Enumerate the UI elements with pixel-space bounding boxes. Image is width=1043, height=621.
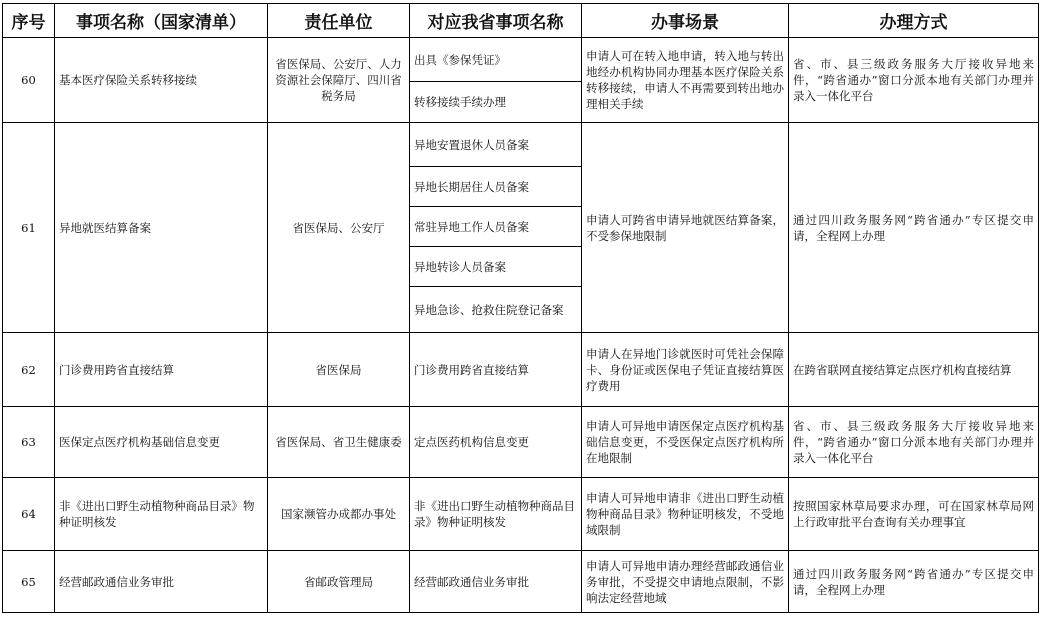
- service-scene: 申请人可异地申请非《进出口野生动植物种商品目录》物种证明核发，不受地域限制: [582, 478, 789, 551]
- handling-method: 通过四川政务服务网“跨省通办”专区提交申请，全程网上办理: [789, 551, 1039, 613]
- row-number: 60: [3, 38, 55, 123]
- matter-name: 非《进出口野生动植物种商品目录》物种证明核发: [55, 478, 268, 551]
- header-unit: 责任单位: [268, 4, 410, 38]
- matter-name: 异地就医结算备案: [55, 123, 268, 333]
- row-number: 63: [3, 407, 55, 478]
- row-number: 64: [3, 478, 55, 551]
- table-row: [3, 551, 1039, 613]
- responsible-unit: 省医保局、省卫生健康委: [268, 407, 410, 478]
- table-row: [3, 123, 1039, 167]
- province-item: 经营邮政通信业务审批: [410, 551, 582, 613]
- province-item: 定点医药机构信息变更: [410, 407, 582, 478]
- table-row: [3, 478, 1039, 551]
- header-row: [3, 4, 1039, 38]
- table-row: [3, 407, 1039, 478]
- header-scene: 办事场景: [582, 4, 789, 38]
- province-item: 转移接续手续办理: [410, 82, 582, 123]
- province-item: 非《进出口野生动植物种商品目录》物种证明核发: [410, 478, 582, 551]
- row-number: 61: [3, 123, 55, 333]
- handling-method: 通过四川政务服务网“跨省通办”专区提交申请，全程网上办理: [789, 123, 1039, 333]
- service-scene: 申请人在异地门诊就医时可凭社会保障卡、身份证或医保电子凭证直接结算医疗费用: [582, 333, 789, 407]
- responsible-unit: 省邮政管理局: [268, 551, 410, 613]
- header-name: 事项名称（国家清单）: [55, 4, 268, 38]
- responsible-unit: 省医保局、公安厅、人力资源社会保障厅、四川省税务局: [268, 38, 410, 123]
- matters-table: [2, 3, 1039, 613]
- service-scene: 申请人可在转入地申请，转入地与转出地经办机构协同办理基本医疗保险关系转移接续，申请人不再需要到转出地办理相关手续: [582, 38, 789, 123]
- service-scene: 申请人可异地申请医保定点医疗机构基础信息变更，不受医保定点医疗机构所在地限制: [582, 407, 789, 478]
- responsible-unit: 省医保局: [268, 333, 410, 407]
- responsible-unit: 国家濒管办成都办事处: [268, 478, 410, 551]
- province-item: 常驻异地工作人员备案: [410, 207, 582, 247]
- matter-name: 医保定点医疗机构基础信息变更: [55, 407, 268, 478]
- matter-name: 经营邮政通信业务审批: [55, 551, 268, 613]
- matter-name: 基本医疗保险关系转移接续: [55, 38, 268, 123]
- province-item: 异地长期居住人员备案: [410, 167, 582, 207]
- province-item: 异地转诊人员备案: [410, 247, 582, 287]
- province-item: 异地急诊、抢救住院登记备案: [410, 287, 582, 333]
- handling-method: 在跨省联网直接结算定点医疗机构直接结算: [789, 333, 1039, 407]
- province-item: 出具《参保凭证》: [410, 38, 582, 82]
- matter-name: 门诊费用跨省直接结算: [55, 333, 268, 407]
- header-items: 对应我省事项名称: [410, 4, 582, 38]
- service-scene: 申请人可跨省申请异地就医结算备案，不受参保地限制: [582, 123, 789, 333]
- header-no: 序号: [3, 4, 55, 38]
- row-number: 62: [3, 333, 55, 407]
- header-method: 办理方式: [789, 4, 1039, 38]
- province-item: 异地安置退休人员备案: [410, 123, 582, 167]
- handling-method: 按照国家林草局要求办理，可在国家林草局网上行政审批平台查询有关办理事宜: [789, 478, 1039, 551]
- table-row: [3, 333, 1039, 407]
- service-scene: 申请人可异地申请办理经营邮政通信业务审批，不受提交申请地点限制，不影响法定经营地域: [582, 551, 789, 613]
- responsible-unit: 省医保局、公安厅: [268, 123, 410, 333]
- row-number: 65: [3, 551, 55, 613]
- table-row: [3, 38, 1039, 82]
- handling-method: 省、市、县三级政务服务大厅接收异地来件，“跨省通办”窗口分派本地有关部门办理并录入一体化平台: [789, 407, 1039, 478]
- province-item: 门诊费用跨省直接结算: [410, 333, 582, 407]
- handling-method: 省、市、县三级政务服务大厅接收异地来件，“跨省通办”窗口分派本地有关部门办理并录入一体化平台: [789, 38, 1039, 123]
